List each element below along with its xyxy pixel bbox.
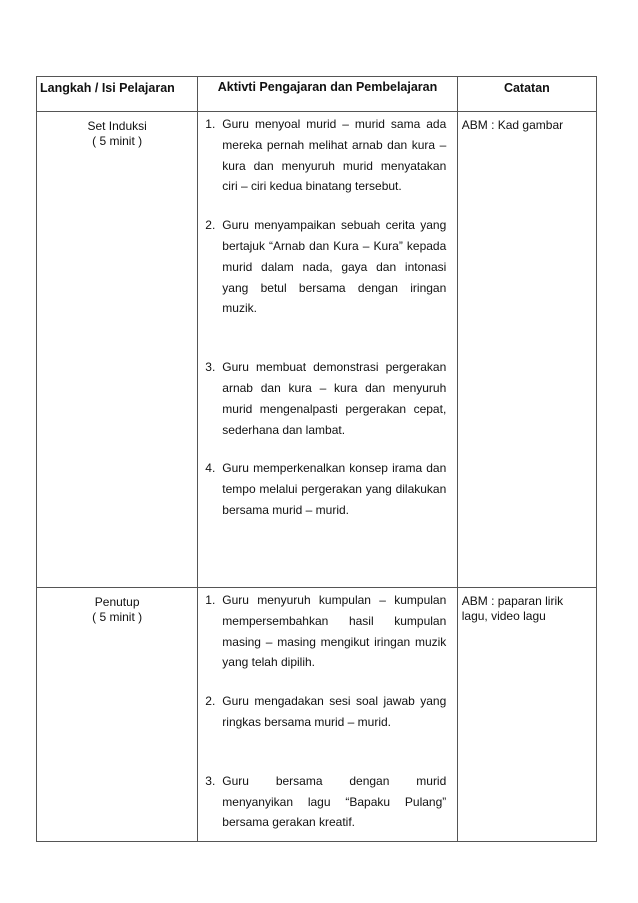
step-duration: ( 5 minit ) (92, 610, 143, 624)
activity-text: Guru menyoal murid – murid sama ada mereka pernah melihat arnab dan kura – kura dan menyuruh murid menyatakan ciri – ciri kedua binatang tersebut. (222, 117, 447, 194)
activity-list (198, 114, 456, 521)
activity-number: 1. (205, 117, 216, 131)
activity-list (198, 590, 456, 833)
activities-cell (198, 588, 457, 842)
header-activities: Aktivti Pengajaran dan Pembelajaran (198, 77, 457, 112)
activity-item (198, 215, 456, 319)
activity-text: Guru menyampaikan sebuah cerita yang bertajuk “Arnab dan Kura – Kura” kepada murid dalam nada, gaya dan intonasi yang betul bersama dengan iringan muzik. (222, 218, 447, 316)
activity-item (198, 114, 456, 197)
step-cell (37, 588, 198, 842)
activity-text: Guru membuat demonstrasi pergerakan arnab dan kura – kura dan menyuruh murid mengenalpasti pergerakan cepat, sederhana dan lambat. (222, 360, 447, 437)
notes-cell: ABM : Kad gambar (457, 112, 596, 588)
activity-text: Guru mengadakan sesi soal jawab yang ringkas bersama murid – murid. (222, 694, 447, 729)
step-duration: ( 5 minit ) (92, 134, 143, 148)
step-name: Penutup (94, 595, 140, 609)
activity-item (198, 590, 456, 673)
activity-number: 4. (205, 461, 216, 476)
activity-text: Guru bersama dengan murid menyanyikan lagu “Bapaku Pulang” bersama gerakan kreatif. (222, 773, 447, 830)
activity-text: Guru menyuruh kumpulan – kumpulan mempersembahkan hasil kumpulan masing – masing mengikut iringan muzik yang telah dipilih. (222, 593, 447, 670)
activity-item (198, 691, 456, 733)
header-notes: Catatan (457, 77, 596, 112)
lesson-plan-table (36, 76, 597, 842)
notes-cell: ABM : paparan lirik lagu, video lagu (457, 588, 596, 842)
activity-text: Guru memperkenalkan konsep irama dan tempo melalui pergerakan yang dilakukan bersama murid – murid. (222, 461, 447, 517)
activity-number: 2. (205, 218, 216, 233)
activity-number: 3. (205, 773, 216, 788)
activities-cell (198, 112, 457, 588)
step-name: Set Induksi (87, 119, 147, 133)
activity-number: 1. (205, 593, 216, 607)
header-row (37, 77, 597, 112)
header-step: Langkah / Isi Pelajaran (37, 77, 198, 112)
step-cell (37, 112, 198, 588)
table-row (37, 588, 597, 842)
activity-item (198, 458, 456, 520)
activity-number: 3. (205, 360, 216, 375)
activity-item (198, 771, 456, 833)
activity-item (198, 357, 456, 440)
table-row (37, 112, 597, 588)
activity-number: 2. (205, 694, 216, 709)
